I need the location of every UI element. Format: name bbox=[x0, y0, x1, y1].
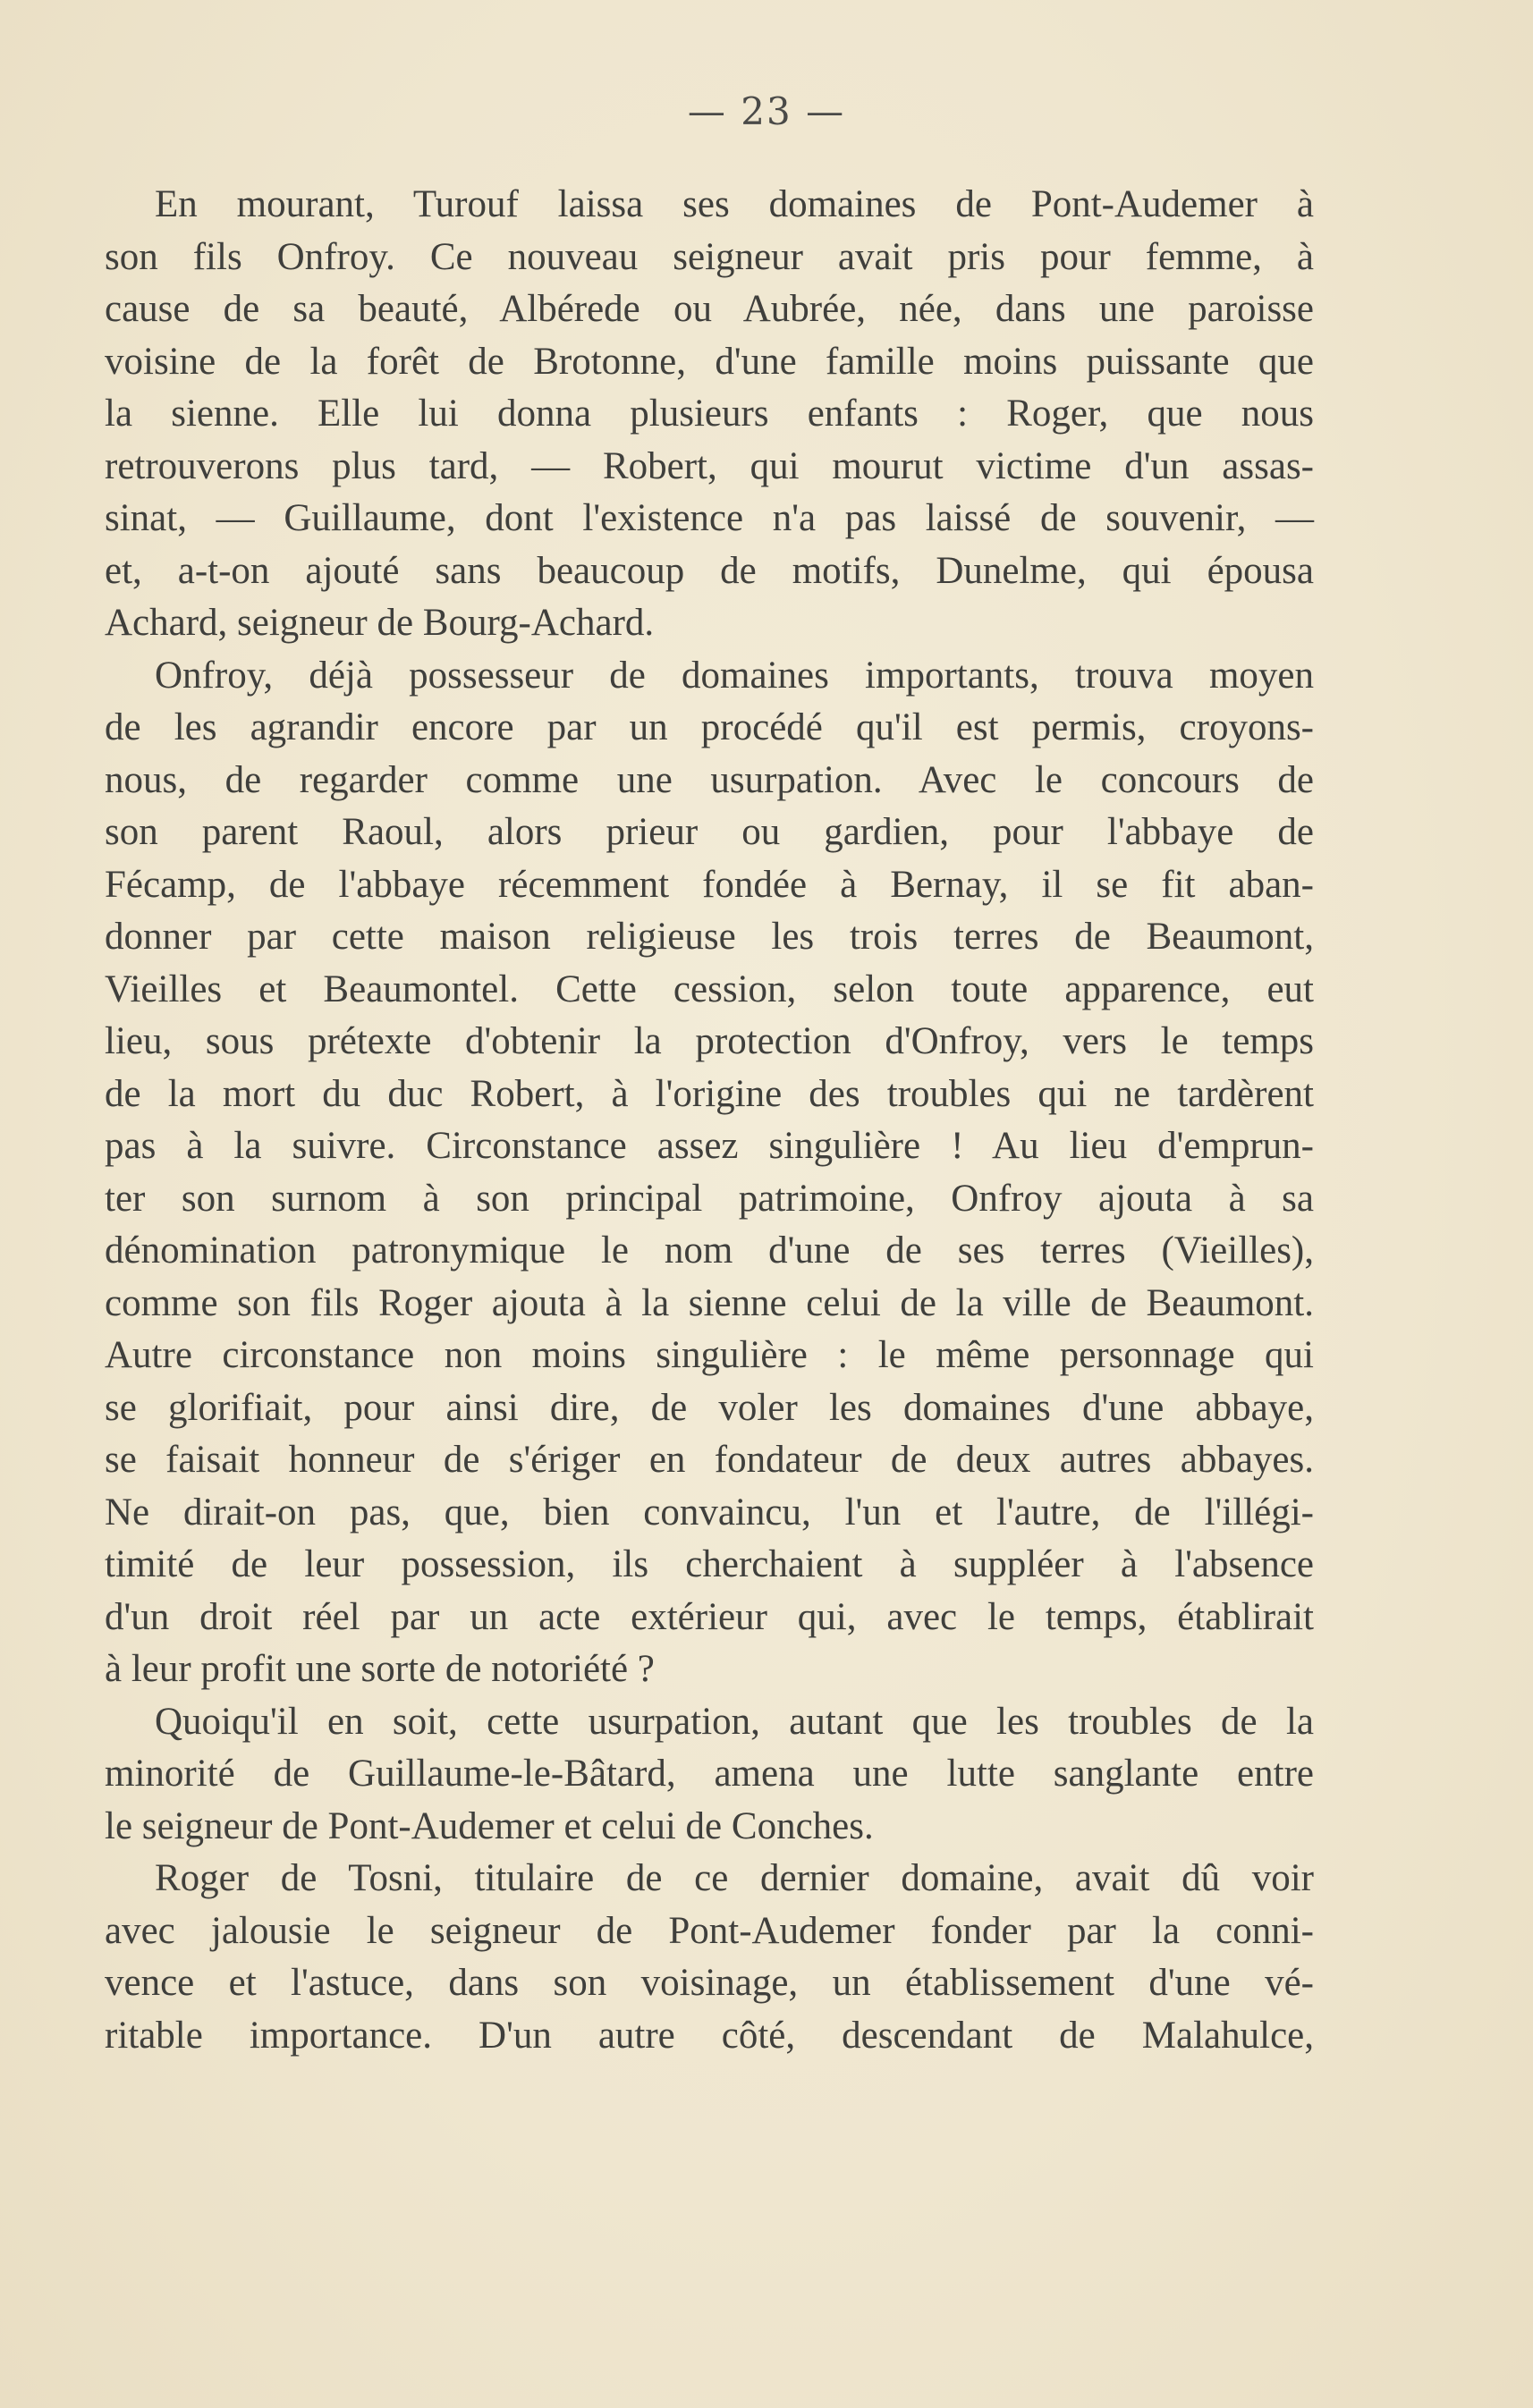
text-line: voisine de la forêt de Brotonne, d'une famille moins puissante que bbox=[105, 340, 1314, 383]
text-line: dénomination patronymique le nom d'une de ses terres (Vieilles), bbox=[105, 1229, 1314, 1272]
text-line: nous, de regarder comme une usurpation. Avec le concours de bbox=[105, 758, 1314, 801]
text-line: En mourant, Turouf laissa ses domaines de Pont-Audemer à bbox=[155, 183, 1314, 225]
text-line: d'un droit réel par un acte extérieur qui, avec le temps, établirait bbox=[105, 1595, 1314, 1638]
text-line: la sienne. Elle lui donna plusieurs enfants : Roger, que nous bbox=[105, 393, 1314, 435]
body-text bbox=[105, 179, 1314, 2062]
page-number: — 23 — bbox=[687, 89, 846, 133]
text-line: de la mort du duc Robert, à l'origine des troubles qui ne tardèrent bbox=[105, 1072, 1314, 1115]
text-line: retrouverons plus tard, — Robert, qui mourut victime d'un assas- bbox=[105, 444, 1314, 487]
text-line: Quoiqu'il en soit, cette usurpation, autant que les troubles de la bbox=[155, 1700, 1314, 1743]
text-line: timité de leur possession, ils cherchaient à suppléer à l'absence bbox=[105, 1543, 1314, 1585]
text-line: avec jalousie le seigneur de Pont-Audemer fonder par la conni- bbox=[105, 1909, 1314, 1952]
text-line: son parent Raoul, alors prieur ou gardien, pour l'abbaye de bbox=[105, 811, 1314, 853]
text-line: sinat, — Guillaume, dont l'existence n'a pas laissé de souvenir, — bbox=[105, 497, 1314, 539]
text-line: et, a-t-on ajouté sans beaucoup de motifs, Dunelme, qui épousa bbox=[105, 549, 1314, 592]
text-line: Onfroy, déjà possesseur de domaines importants, trouva moyen bbox=[155, 654, 1314, 697]
text-line: Vieilles et Beaumontel. Cette cession, selon toute apparence, eut bbox=[105, 967, 1314, 1010]
text-line: se faisait honneur de s'ériger en fondateur de deux autres abbayes. bbox=[105, 1439, 1314, 1481]
paragraph bbox=[105, 179, 1314, 650]
text-line: donner par cette maison religieuse les trois terres de Beaumont, bbox=[105, 916, 1314, 958]
text-line: de les agrandir encore par un procédé qu'il est permis, croyons- bbox=[105, 706, 1314, 748]
paragraph bbox=[105, 1853, 1314, 2062]
text-line: lieu, sous prétexte d'obtenir la protection d'Onfroy, vers le temps bbox=[105, 1020, 1314, 1062]
text-line: Roger de Tosni, titulaire de ce dernier domaine, avait dû voir bbox=[155, 1857, 1314, 1899]
text-line: cause de sa beauté, Albérede ou Aubrée, née, dans une paroisse bbox=[105, 288, 1314, 330]
paragraph bbox=[105, 1696, 1314, 1854]
text-line: Ne dirait-on pas, que, bien convaincu, l'un et l'autre, de l'illégi- bbox=[105, 1491, 1314, 1534]
paragraph bbox=[105, 650, 1314, 1696]
text-line: à leur profit une sorte de notoriété ? bbox=[105, 1648, 655, 1690]
text-line: pas à la suivre. Circonstance assez singulière ! Au lieu d'emprun- bbox=[105, 1125, 1314, 1167]
text-line: Fécamp, de l'abbaye récemment fondée à Bernay, il se fit aban- bbox=[105, 863, 1314, 906]
text-line: ter son surnom à son principal patrimoine, Onfroy ajouta à sa bbox=[105, 1177, 1314, 1220]
text-line: ritable importance. D'un autre côté, descendant de Malahulce, bbox=[105, 2014, 1314, 2057]
text-line: Achard, seigneur de Bourg-Achard. bbox=[105, 602, 655, 644]
text-line: se glorifiait, pour ainsi dire, de voler les domaines d'une abbaye, bbox=[105, 1386, 1314, 1429]
text-line: vence et l'astuce, dans son voisinage, un établissement d'une vé- bbox=[105, 1962, 1314, 2004]
text-line: comme son fils Roger ajouta à la sienne celui de la ville de Beaumont. bbox=[105, 1281, 1314, 1324]
text-line: son fils Onfroy. Ce nouveau seigneur avait pris pour femme, à bbox=[105, 235, 1314, 278]
text-line: Autre circonstance non moins singulière : le même personnage qui bbox=[105, 1334, 1314, 1376]
text-line: le seigneur de Pont-Audemer et celui de Conches. bbox=[105, 1804, 874, 1847]
text-line: minorité de Guillaume-le-Bâtard, amena une lutte sanglante entre bbox=[105, 1753, 1314, 1795]
